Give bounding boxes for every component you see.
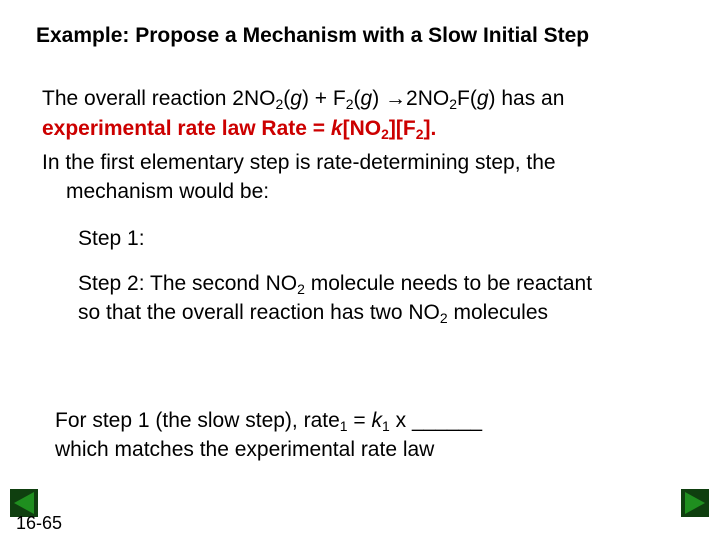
subscript: 2 bbox=[297, 281, 305, 297]
subscript: 1 bbox=[339, 418, 348, 434]
next-slide-button[interactable] bbox=[681, 489, 709, 517]
text: x ______ bbox=[389, 409, 483, 432]
subscript: 2 bbox=[415, 126, 424, 142]
text: experimental rate law Rate = bbox=[42, 117, 331, 140]
slow-step-rate-line bbox=[55, 408, 482, 434]
text: ]. bbox=[423, 117, 437, 140]
subscript: 2 bbox=[381, 126, 389, 142]
text: ) →2NO bbox=[372, 87, 450, 110]
subscript: 2 bbox=[275, 96, 284, 112]
subscript: 2 bbox=[439, 310, 448, 326]
overall-reaction-line bbox=[42, 86, 564, 112]
step2-line2 bbox=[78, 300, 548, 326]
text: [NO bbox=[342, 117, 382, 140]
slide-title: Example: Propose a Mechanism with a Slow Initial Step bbox=[36, 24, 590, 47]
text: Step 2: The second NO bbox=[78, 272, 298, 295]
slide-number: 16-65 bbox=[16, 513, 63, 533]
text: ) has an bbox=[488, 87, 565, 110]
text: molecules bbox=[447, 301, 549, 324]
text: so that the overall reaction has two NO bbox=[78, 301, 440, 324]
mechanism-intro-line2: mechanism would be: bbox=[66, 180, 270, 203]
text: For step 1 (the slow step), rate bbox=[55, 409, 340, 432]
subscript: 2 bbox=[345, 96, 354, 112]
text: = bbox=[347, 409, 372, 432]
subscript: 1 bbox=[382, 418, 390, 434]
text: F( bbox=[457, 87, 477, 110]
step1-label: Step 1: bbox=[78, 227, 145, 250]
state-symbol: g bbox=[360, 87, 373, 110]
rate-constant: k bbox=[330, 117, 343, 140]
text: ( bbox=[353, 87, 361, 110]
text: The overall reaction 2NO bbox=[42, 87, 276, 110]
text: molecule needs to be reactant bbox=[304, 272, 593, 295]
text: ][F bbox=[388, 117, 416, 140]
mechanism-intro-line1: In the first elementary step is rate-determining step, the bbox=[42, 151, 556, 174]
text: ) + F bbox=[301, 87, 346, 110]
rate-law-line bbox=[42, 116, 436, 142]
step2-line1 bbox=[78, 271, 592, 297]
triangle-right-icon bbox=[681, 489, 709, 517]
state-symbol: g bbox=[290, 87, 302, 110]
rate-constant: k bbox=[371, 409, 383, 432]
state-symbol: g bbox=[476, 87, 489, 110]
text: ( bbox=[283, 87, 291, 110]
subscript: 2 bbox=[449, 96, 457, 112]
matches-rate-law-line: which matches the experimental rate law bbox=[55, 438, 435, 461]
